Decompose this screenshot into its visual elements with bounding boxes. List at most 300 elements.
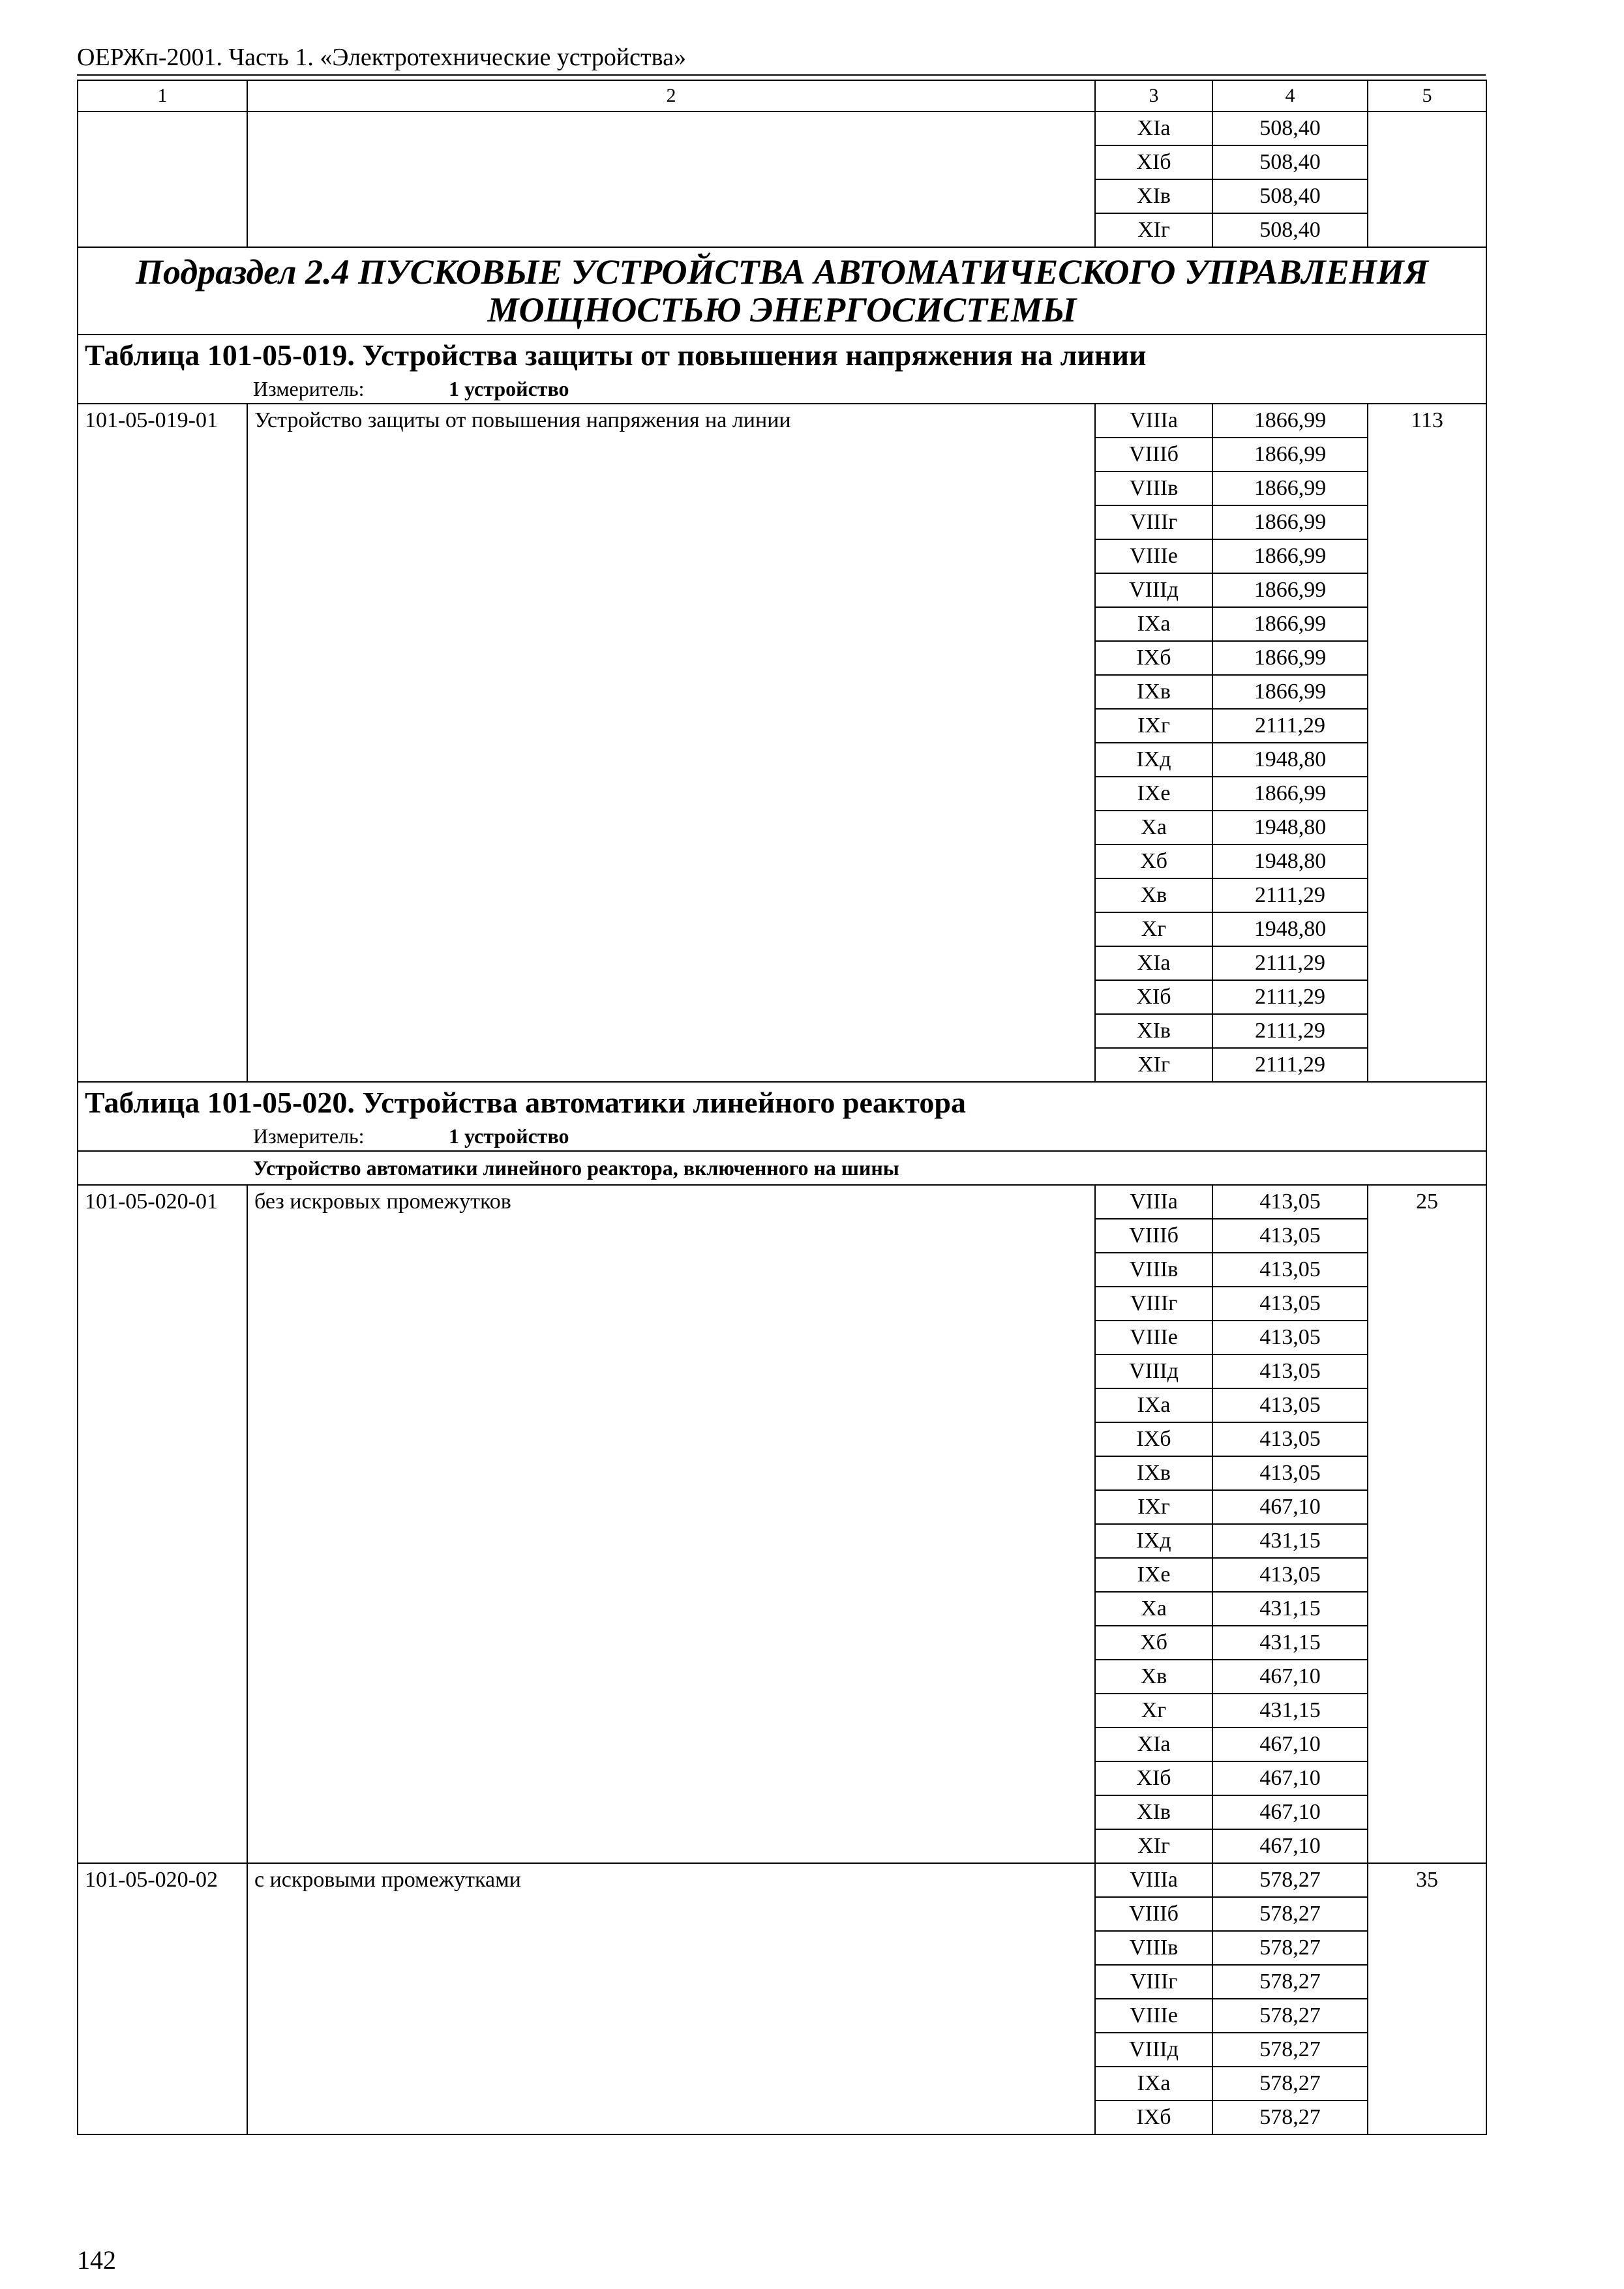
code-cell bbox=[78, 438, 247, 471]
zone-cell: IXд bbox=[1095, 743, 1212, 777]
name-cell bbox=[247, 1897, 1095, 1931]
table-row bbox=[78, 1321, 1486, 1354]
col5-cell bbox=[1368, 845, 1486, 878]
name-cell bbox=[247, 505, 1095, 539]
table-row bbox=[78, 505, 1486, 539]
table-row bbox=[78, 1795, 1486, 1829]
zone-cell: Xа bbox=[1095, 811, 1212, 845]
name-cell bbox=[247, 1287, 1095, 1321]
col5-cell bbox=[1368, 145, 1486, 179]
zone-cell: XIг bbox=[1095, 1829, 1212, 1863]
code-cell bbox=[78, 641, 247, 675]
zone-cell: VIIIе bbox=[1095, 539, 1212, 573]
column-header: 1 bbox=[78, 80, 247, 112]
table-row bbox=[78, 1253, 1486, 1287]
subheading-row bbox=[78, 1151, 1486, 1185]
code-cell bbox=[78, 1354, 247, 1388]
col5-cell bbox=[1368, 1728, 1486, 1761]
code-cell: 101-05-019-01 bbox=[78, 404, 247, 438]
table-row bbox=[78, 1219, 1486, 1253]
code-cell bbox=[78, 1592, 247, 1626]
name-cell bbox=[247, 1014, 1095, 1048]
table-row bbox=[78, 179, 1486, 213]
col5-cell bbox=[1368, 1626, 1486, 1660]
col5-cell bbox=[1368, 1219, 1486, 1253]
price-cell: 578,27 bbox=[1212, 1863, 1368, 1897]
price-cell: 467,10 bbox=[1212, 1490, 1368, 1524]
table-row bbox=[78, 1185, 1486, 1219]
price-cell: 1866,99 bbox=[1212, 505, 1368, 539]
table-row bbox=[78, 1999, 1486, 2033]
table-title-row bbox=[78, 335, 1486, 376]
name-cell bbox=[247, 1728, 1095, 1761]
price-cell: 1948,80 bbox=[1212, 845, 1368, 878]
table-row bbox=[78, 1626, 1486, 1660]
zone-cell: Xг bbox=[1095, 1694, 1212, 1728]
col5-cell: 25 bbox=[1368, 1185, 1486, 1219]
table-row bbox=[78, 1694, 1486, 1728]
zone-cell: VIIIд bbox=[1095, 1354, 1212, 1388]
price-cell: 578,27 bbox=[1212, 1999, 1368, 2033]
name-cell bbox=[247, 213, 1095, 247]
name-cell bbox=[247, 2033, 1095, 2067]
col5-cell bbox=[1368, 179, 1486, 213]
column-header: 5 bbox=[1368, 80, 1486, 112]
measure-row bbox=[78, 376, 1486, 404]
zone-cell: Xг bbox=[1095, 912, 1212, 946]
name-cell: Устройство защиты от повышения напряжения на линии bbox=[247, 404, 1095, 438]
price-cell: 467,10 bbox=[1212, 1728, 1368, 1761]
price-cell: 467,10 bbox=[1212, 1660, 1368, 1694]
code-cell bbox=[78, 2101, 247, 2134]
price-cell: 2111,29 bbox=[1212, 1014, 1368, 1048]
table-row bbox=[78, 112, 1486, 145]
zone-cell: VIIIб bbox=[1095, 1897, 1212, 1931]
page-number: 142 bbox=[77, 2245, 116, 2275]
col5-cell: 113 bbox=[1368, 404, 1486, 438]
measure-unit bbox=[78, 376, 1486, 404]
zone-cell: VIIIг bbox=[1095, 1287, 1212, 1321]
zone-cell: IXе bbox=[1095, 1558, 1212, 1592]
zone-cell: VIIIа bbox=[1095, 404, 1212, 438]
zone-cell: VIIIа bbox=[1095, 1863, 1212, 1897]
name-cell bbox=[247, 878, 1095, 912]
col5-cell bbox=[1368, 213, 1486, 247]
price-cell: 1866,99 bbox=[1212, 404, 1368, 438]
price-cell: 508,40 bbox=[1212, 179, 1368, 213]
code-cell bbox=[78, 213, 247, 247]
name-cell: без искровых промежутков bbox=[247, 1185, 1095, 1219]
name-cell bbox=[247, 179, 1095, 213]
price-cell: 578,27 bbox=[1212, 1965, 1368, 1999]
col5-cell bbox=[1368, 607, 1486, 641]
code-cell bbox=[78, 845, 247, 878]
price-cell: 1866,99 bbox=[1212, 675, 1368, 709]
code-cell bbox=[78, 1524, 247, 1558]
price-cell: 1866,99 bbox=[1212, 641, 1368, 675]
table-row bbox=[78, 1728, 1486, 1761]
table-row bbox=[78, 709, 1486, 743]
zone-cell: IXв bbox=[1095, 1456, 1212, 1490]
col5-cell bbox=[1368, 912, 1486, 946]
name-cell bbox=[247, 1321, 1095, 1354]
table-row bbox=[78, 607, 1486, 641]
code-cell bbox=[78, 1795, 247, 1829]
code-cell bbox=[78, 1626, 247, 1660]
table-row bbox=[78, 1965, 1486, 1999]
col5-cell bbox=[1368, 1490, 1486, 1524]
zone-cell: IXа bbox=[1095, 1388, 1212, 1422]
name-cell bbox=[247, 1048, 1095, 1082]
code-cell bbox=[78, 1422, 247, 1456]
price-cell: 508,40 bbox=[1212, 112, 1368, 145]
zone-cell: XIг bbox=[1095, 1048, 1212, 1082]
zone-cell: XIа bbox=[1095, 112, 1212, 145]
code-cell bbox=[78, 1388, 247, 1422]
table-row bbox=[78, 845, 1486, 878]
table-row bbox=[78, 471, 1486, 505]
price-cell: 578,27 bbox=[1212, 1897, 1368, 1931]
table-row bbox=[78, 1456, 1486, 1490]
price-cell: 413,05 bbox=[1212, 1253, 1368, 1287]
price-cell: 413,05 bbox=[1212, 1321, 1368, 1354]
price-cell: 431,15 bbox=[1212, 1626, 1368, 1660]
name-cell bbox=[247, 1422, 1095, 1456]
table-row bbox=[78, 1388, 1486, 1422]
zone-cell: IXа bbox=[1095, 2067, 1212, 2101]
table-row bbox=[78, 2067, 1486, 2101]
table-row bbox=[78, 1014, 1486, 1048]
name-cell bbox=[247, 1931, 1095, 1965]
price-cell: 2111,29 bbox=[1212, 1048, 1368, 1082]
table-row bbox=[78, 1048, 1486, 1082]
name-cell bbox=[247, 145, 1095, 179]
table-row bbox=[78, 878, 1486, 912]
measure-value: 1 устройство bbox=[449, 377, 569, 400]
zone-cell: VIIIд bbox=[1095, 2033, 1212, 2067]
table-row bbox=[78, 811, 1486, 845]
code-cell bbox=[78, 573, 247, 607]
code-cell bbox=[78, 2067, 247, 2101]
table-row bbox=[78, 2033, 1486, 2067]
name-cell bbox=[247, 980, 1095, 1014]
name-cell bbox=[247, 845, 1095, 878]
price-table-body bbox=[78, 80, 1486, 2134]
price-cell: 1948,80 bbox=[1212, 811, 1368, 845]
zone-cell: XIв bbox=[1095, 1795, 1212, 1829]
name-cell bbox=[247, 1999, 1095, 2033]
price-cell: 413,05 bbox=[1212, 1354, 1368, 1388]
code-cell bbox=[78, 675, 247, 709]
table-row bbox=[78, 980, 1486, 1014]
code-cell bbox=[78, 709, 247, 743]
zone-cell: Xв bbox=[1095, 1660, 1212, 1694]
price-cell: 413,05 bbox=[1212, 1219, 1368, 1253]
zone-cell: XIб bbox=[1095, 1761, 1212, 1795]
header-divider bbox=[77, 74, 1486, 76]
col5-cell bbox=[1368, 1829, 1486, 1863]
code-cell bbox=[78, 1287, 247, 1321]
col5-cell bbox=[1368, 1456, 1486, 1490]
price-cell: 1948,80 bbox=[1212, 743, 1368, 777]
col5-cell bbox=[1368, 709, 1486, 743]
table-row bbox=[78, 912, 1486, 946]
col5-cell bbox=[1368, 438, 1486, 471]
code-cell bbox=[78, 980, 247, 1014]
col5-cell bbox=[1368, 743, 1486, 777]
name-cell bbox=[247, 471, 1095, 505]
column-header: 2 bbox=[247, 80, 1095, 112]
price-cell: 413,05 bbox=[1212, 1287, 1368, 1321]
name-cell bbox=[247, 1829, 1095, 1863]
zone-cell: VIIIе bbox=[1095, 1321, 1212, 1354]
zone-cell: IXг bbox=[1095, 1490, 1212, 1524]
code-cell bbox=[78, 179, 247, 213]
table-row bbox=[78, 145, 1486, 179]
measure-value: 1 устройство bbox=[449, 1124, 569, 1148]
col5-cell bbox=[1368, 1048, 1486, 1082]
table-row bbox=[78, 539, 1486, 573]
name-cell bbox=[247, 1388, 1095, 1422]
price-cell: 467,10 bbox=[1212, 1795, 1368, 1829]
column-header-row bbox=[78, 80, 1486, 112]
col5-cell bbox=[1368, 878, 1486, 912]
zone-cell: VIIIг bbox=[1095, 505, 1212, 539]
code-cell bbox=[78, 1761, 247, 1795]
col5-cell bbox=[1368, 1422, 1486, 1456]
column-header: 3 bbox=[1095, 80, 1212, 112]
zone-cell: VIIIд bbox=[1095, 573, 1212, 607]
name-cell: с искровыми промежутками bbox=[247, 1863, 1095, 1897]
measure-label: Измеритель: bbox=[253, 377, 365, 400]
code-cell bbox=[78, 1660, 247, 1694]
table-row bbox=[78, 1354, 1486, 1388]
col5-cell bbox=[1368, 641, 1486, 675]
name-cell bbox=[247, 112, 1095, 145]
table-subheading: Устройство автоматики линейного реактора, включенного на шины bbox=[78, 1151, 1486, 1185]
zone-cell: Xв bbox=[1095, 878, 1212, 912]
col5-cell bbox=[1368, 1524, 1486, 1558]
name-cell bbox=[247, 912, 1095, 946]
col5-cell bbox=[1368, 471, 1486, 505]
code-cell bbox=[78, 539, 247, 573]
zone-cell: XIа bbox=[1095, 946, 1212, 980]
price-cell: 1866,99 bbox=[1212, 573, 1368, 607]
code-cell bbox=[78, 1558, 247, 1592]
code-cell bbox=[78, 505, 247, 539]
price-cell: 578,27 bbox=[1212, 2033, 1368, 2067]
table-row bbox=[78, 1761, 1486, 1795]
name-cell bbox=[247, 709, 1095, 743]
code-cell bbox=[78, 1999, 247, 2033]
code-cell bbox=[78, 1694, 247, 1728]
col5-cell bbox=[1368, 1999, 1486, 2033]
subsection-title-row bbox=[78, 247, 1486, 335]
table-row bbox=[78, 1422, 1486, 1456]
code-cell bbox=[78, 607, 247, 641]
price-cell: 413,05 bbox=[1212, 1185, 1368, 1219]
col5-cell bbox=[1368, 1761, 1486, 1795]
name-cell bbox=[247, 1558, 1095, 1592]
table-title: Таблица 101-05-020. Устройства автоматики линейного реактора bbox=[78, 1082, 1486, 1123]
col5-cell bbox=[1368, 2033, 1486, 2067]
col5-cell bbox=[1368, 1388, 1486, 1422]
zone-cell: VIIIб bbox=[1095, 438, 1212, 471]
zone-cell: IXг bbox=[1095, 709, 1212, 743]
table-row bbox=[78, 1592, 1486, 1626]
price-cell: 578,27 bbox=[1212, 2067, 1368, 2101]
price-cell: 413,05 bbox=[1212, 1456, 1368, 1490]
code-cell bbox=[78, 471, 247, 505]
col5-cell bbox=[1368, 1253, 1486, 1287]
col5-cell bbox=[1368, 1660, 1486, 1694]
col5-cell bbox=[1368, 811, 1486, 845]
col5-cell bbox=[1368, 1014, 1486, 1048]
table-row bbox=[78, 213, 1486, 247]
price-cell: 2111,29 bbox=[1212, 709, 1368, 743]
price-cell: 508,40 bbox=[1212, 213, 1368, 247]
code-cell bbox=[78, 1456, 247, 1490]
table-row bbox=[78, 438, 1486, 471]
subsection-title: Подраздел 2.4 ПУСКОВЫЕ УСТРОЙСТВА АВТОМАТИЧЕСКОГО УПРАВЛЕНИЯ МОЩНОСТЬЮ ЭНЕРГОСИСТЕМЫ bbox=[78, 247, 1486, 335]
zone-cell: Xа bbox=[1095, 1592, 1212, 1626]
name-cell bbox=[247, 539, 1095, 573]
table-row bbox=[78, 1931, 1486, 1965]
table-row bbox=[78, 743, 1486, 777]
code-cell bbox=[78, 112, 247, 145]
measure-row bbox=[78, 1123, 1486, 1151]
table-row bbox=[78, 573, 1486, 607]
zone-cell: Xб bbox=[1095, 1626, 1212, 1660]
code-cell bbox=[78, 1048, 247, 1082]
table-row bbox=[78, 946, 1486, 980]
name-cell bbox=[247, 1660, 1095, 1694]
zone-cell: IXб bbox=[1095, 641, 1212, 675]
col5-cell bbox=[1368, 505, 1486, 539]
price-cell: 467,10 bbox=[1212, 1761, 1368, 1795]
code-cell bbox=[78, 912, 247, 946]
table-row bbox=[78, 641, 1486, 675]
price-cell: 2111,29 bbox=[1212, 878, 1368, 912]
zone-cell: VIIIа bbox=[1095, 1185, 1212, 1219]
zone-cell: XIг bbox=[1095, 213, 1212, 247]
price-cell: 1866,99 bbox=[1212, 607, 1368, 641]
price-cell: 1948,80 bbox=[1212, 912, 1368, 946]
name-cell bbox=[247, 777, 1095, 811]
price-cell: 2111,29 bbox=[1212, 980, 1368, 1014]
name-cell bbox=[247, 1490, 1095, 1524]
col5-cell bbox=[1368, 675, 1486, 709]
zone-cell: IXв bbox=[1095, 675, 1212, 709]
col5-cell bbox=[1368, 112, 1486, 145]
code-cell bbox=[78, 1965, 247, 1999]
zone-cell: IXе bbox=[1095, 777, 1212, 811]
price-cell: 1866,99 bbox=[1212, 438, 1368, 471]
col5-cell bbox=[1368, 1287, 1486, 1321]
zone-cell: XIв bbox=[1095, 179, 1212, 213]
name-cell bbox=[247, 1761, 1095, 1795]
measure-unit bbox=[78, 1123, 1486, 1151]
code-cell bbox=[78, 878, 247, 912]
col5-cell bbox=[1368, 1931, 1486, 1965]
page-header: ОЕРЖп-2001. Часть 1. «Электротехнические устройства» bbox=[77, 44, 686, 71]
col5-cell bbox=[1368, 777, 1486, 811]
name-cell bbox=[247, 641, 1095, 675]
col5-cell bbox=[1368, 1897, 1486, 1931]
table-row bbox=[78, 1863, 1486, 1897]
table-row bbox=[78, 1660, 1486, 1694]
code-cell bbox=[78, 2033, 247, 2067]
price-cell: 578,27 bbox=[1212, 2101, 1368, 2134]
code-cell: 101-05-020-02 bbox=[78, 1863, 247, 1897]
name-cell bbox=[247, 1524, 1095, 1558]
price-cell: 1866,99 bbox=[1212, 471, 1368, 505]
code-cell: 101-05-020-01 bbox=[78, 1185, 247, 1219]
column-header: 4 bbox=[1212, 80, 1368, 112]
code-cell bbox=[78, 1931, 247, 1965]
col5-cell bbox=[1368, 2101, 1486, 2134]
name-cell bbox=[247, 607, 1095, 641]
name-cell bbox=[247, 2101, 1095, 2134]
table-row bbox=[78, 1897, 1486, 1931]
table-row bbox=[78, 777, 1486, 811]
col5-cell bbox=[1368, 1694, 1486, 1728]
col5-cell: 35 bbox=[1368, 1863, 1486, 1897]
table-row bbox=[78, 1287, 1486, 1321]
code-cell bbox=[78, 1897, 247, 1931]
zone-cell: VIIIг bbox=[1095, 1965, 1212, 1999]
zone-cell: IXа bbox=[1095, 607, 1212, 641]
price-cell: 413,05 bbox=[1212, 1388, 1368, 1422]
code-cell bbox=[78, 1829, 247, 1863]
zone-cell: Xб bbox=[1095, 845, 1212, 878]
zone-cell: XIб bbox=[1095, 980, 1212, 1014]
code-cell bbox=[78, 1014, 247, 1048]
col5-cell bbox=[1368, 1795, 1486, 1829]
price-cell: 467,10 bbox=[1212, 1829, 1368, 1863]
name-cell bbox=[247, 1253, 1095, 1287]
code-cell bbox=[78, 1490, 247, 1524]
price-cell: 1866,99 bbox=[1212, 777, 1368, 811]
code-cell bbox=[78, 743, 247, 777]
col5-cell bbox=[1368, 946, 1486, 980]
price-table bbox=[77, 80, 1487, 2135]
zone-cell: XIв bbox=[1095, 1014, 1212, 1048]
col5-cell bbox=[1368, 980, 1486, 1014]
zone-cell: VIIIв bbox=[1095, 1253, 1212, 1287]
name-cell bbox=[247, 1694, 1095, 1728]
col5-cell bbox=[1368, 1965, 1486, 1999]
name-cell bbox=[247, 1965, 1095, 1999]
code-cell bbox=[78, 777, 247, 811]
price-cell: 431,15 bbox=[1212, 1524, 1368, 1558]
col5-cell bbox=[1368, 1592, 1486, 1626]
code-cell bbox=[78, 1321, 247, 1354]
zone-cell: VIIIб bbox=[1095, 1219, 1212, 1253]
price-cell: 431,15 bbox=[1212, 1592, 1368, 1626]
zone-cell: VIIIе bbox=[1095, 1999, 1212, 2033]
code-cell bbox=[78, 811, 247, 845]
name-cell bbox=[247, 1219, 1095, 1253]
name-cell bbox=[247, 1795, 1095, 1829]
table-title: Таблица 101-05-019. Устройства защиты от повышения напряжения на линии bbox=[78, 335, 1486, 376]
zone-cell: IXб bbox=[1095, 2101, 1212, 2134]
name-cell bbox=[247, 946, 1095, 980]
zone-cell: VIIIв bbox=[1095, 471, 1212, 505]
measure-label: Измеритель: bbox=[253, 1124, 365, 1148]
table-title-row bbox=[78, 1082, 1486, 1123]
price-cell: 431,15 bbox=[1212, 1694, 1368, 1728]
